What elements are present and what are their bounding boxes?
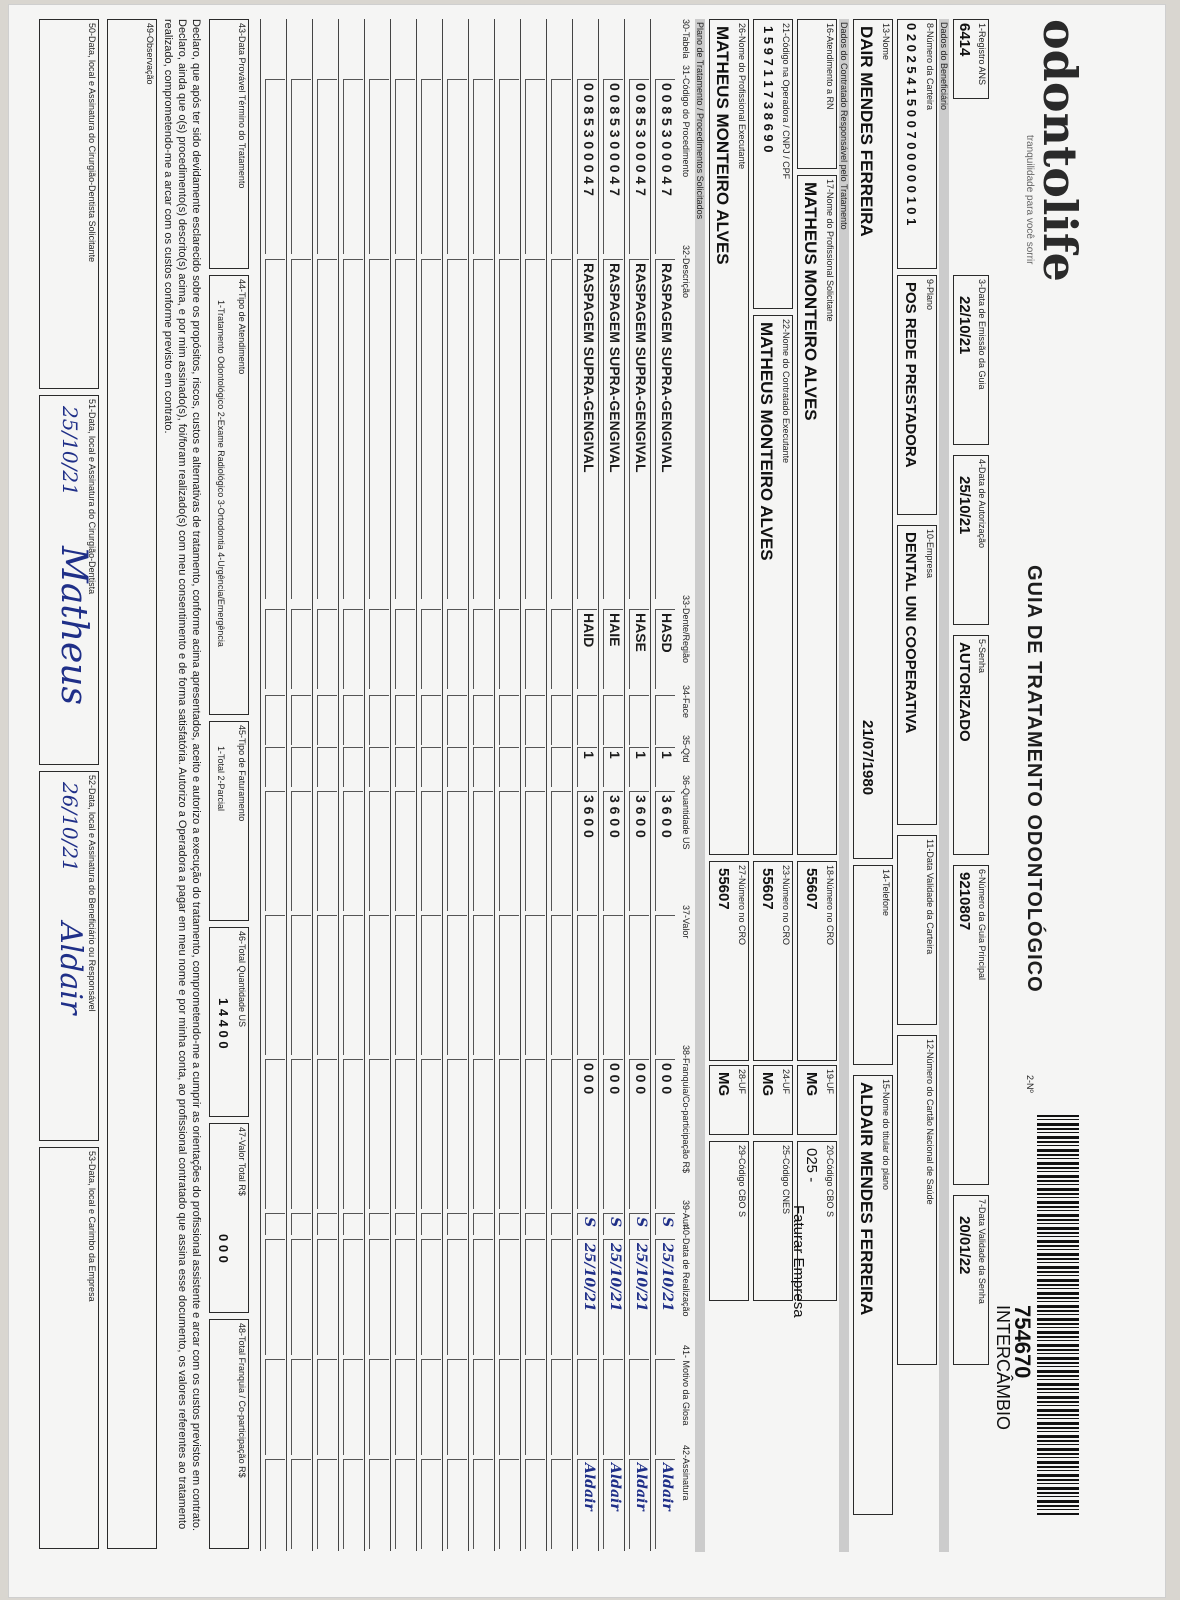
cell-face[interactable] [525,695,545,745]
field-main-guide[interactable]: 6-Número da Guia Principal 9210807 [953,865,989,1185]
cell-copay[interactable] [395,1059,415,1209]
field-auth-date[interactable]: 4-Data de Autorização 25/10/21 [953,455,989,625]
cell-reason[interactable] [525,1359,545,1455]
cell-us[interactable] [421,791,441,911]
cell-copay[interactable] [499,1059,519,1209]
table-row[interactable] [650,19,677,1551]
cell-qty[interactable] [525,747,545,787]
cell-us[interactable] [447,791,467,911]
cell-qty[interactable] [551,747,571,787]
cell-code[interactable] [473,79,493,254]
cell-date[interactable]: 25/10/21 [629,1239,649,1355]
cell-date[interactable]: 25/10/21 [603,1239,623,1355]
cell-sign[interactable] [421,1459,441,1549]
field-total-value[interactable]: 47-Valor Total R$ 0 0 0 [209,1123,249,1313]
cell-date[interactable] [447,1239,467,1355]
field-total-us[interactable]: 46-Total Quantidade US 1 4 4 0 0 [209,927,249,1117]
field-cro-2[interactable]: 23-Número no CRO 55607 [753,861,793,1061]
cell-reason[interactable] [291,1359,311,1455]
cell-reason[interactable] [629,1359,649,1455]
cell-sign[interactable] [291,1459,311,1549]
cell-date[interactable] [421,1239,441,1355]
cell-us[interactable] [499,791,519,911]
cell-code[interactable] [369,79,389,254]
cell-qty[interactable]: 1 [577,747,597,787]
cell-reason[interactable] [395,1359,415,1455]
field-uf-2[interactable]: 24-UF MG [753,1065,793,1135]
cell-tooth[interactable] [317,609,337,689]
cell-us[interactable]: 3 6 0 0 [577,791,597,911]
cell-copay[interactable] [551,1059,571,1209]
cell-copay[interactable] [525,1059,545,1209]
cell-code[interactable] [447,79,467,254]
signature-requesting-dentist[interactable]: 50-Data, local e Assinatura do Cirurgião-Dentista Solicitante [39,19,99,389]
cell-copay[interactable]: 0 0 0 [577,1059,597,1209]
field-cro[interactable]: 18-Número no CRO 55607 [797,861,837,1061]
table-row[interactable] [390,19,417,1551]
field-card-number[interactable]: 8-Número da Carteira 0 2 0 2 5 4 1 5 0 0 7 0 0 0 0 0 1 0 1 [897,19,937,269]
cell-us[interactable] [395,791,415,911]
cell-code[interactable] [291,79,311,254]
signature-beneficiary[interactable]: 52-Data, local e Assinatura do Beneficiário ou Responsável 26/10/21 Aldair [39,771,99,1141]
table-row[interactable] [546,19,573,1551]
cell-qty[interactable] [499,747,519,787]
cell-sign[interactable] [525,1459,545,1549]
cell-reason[interactable] [603,1359,623,1455]
cell-date[interactable] [499,1239,519,1355]
cell-value[interactable] [551,915,571,1055]
cell-copay[interactable] [369,1059,389,1209]
cell-face[interactable] [655,695,675,745]
cell-aut[interactable] [525,1213,545,1235]
cell-code[interactable] [317,79,337,254]
cell-face[interactable] [629,695,649,745]
cell-reason[interactable] [343,1359,363,1455]
cell-tooth[interactable] [343,609,363,689]
cell-date[interactable] [369,1239,389,1355]
cell-us[interactable] [317,791,337,911]
field-operator-code[interactable]: 21-Código na Operadora / CNPJ / CPF 1 5 9 7 1 1 7 3 8 6 9 0 [753,19,793,309]
cell-us[interactable] [369,791,389,911]
cell-value[interactable] [343,915,363,1055]
dentist-signature: Matheus [53,546,94,705]
table-row[interactable] [520,19,547,1551]
cell-qty[interactable] [369,747,389,787]
guide-number-label: 2-Nº [1025,1075,1035,1093]
cell-reason[interactable] [265,1359,285,1455]
cell-tooth[interactable]: HAIE [603,609,623,689]
cell-qty[interactable] [421,747,441,787]
cell-desc[interactable] [291,259,311,599]
field-cro-3[interactable]: 27-Número no CRO 55607 [709,861,749,1061]
beneficiary-section: Dados do Beneficiário [939,19,949,1552]
cell-reason[interactable] [421,1359,441,1455]
cell-date[interactable] [551,1239,571,1355]
cell-code[interactable] [395,79,415,254]
cell-desc[interactable]: RASPAGEM SUPRA-GENGIVAL [577,259,597,599]
beneficiary-signature: Aldair [53,922,88,1015]
cell-qty[interactable] [395,747,415,787]
cell-face[interactable] [473,695,493,745]
cell-tooth[interactable]: HASD [655,609,675,689]
cell-sign[interactable]: Aldair [577,1459,597,1549]
cell-face[interactable] [603,695,623,745]
table-row[interactable] [364,19,391,1551]
cell-desc[interactable] [499,259,519,599]
cell-aut[interactable] [447,1213,467,1235]
cell-aut[interactable] [265,1213,285,1235]
cell-us[interactable] [525,791,545,911]
cell-aut[interactable] [421,1213,441,1235]
cell-copay[interactable]: 0 0 0 [655,1059,675,1209]
procedures-section: Plano de Tratamento / Procedimentos Solicitados [695,19,705,1552]
table-row[interactable] [442,19,469,1551]
cell-face[interactable] [421,695,441,745]
cell-copay[interactable] [421,1059,441,1209]
field-password-validity[interactable]: 7-Data Validade da Senha 20/01/22 [953,1195,989,1365]
cell-value[interactable] [447,915,467,1055]
cell-qty[interactable] [317,747,337,787]
cell-tooth[interactable] [395,609,415,689]
field-ans: 1-Registro ANS 6414 [953,19,989,99]
cell-value[interactable] [317,915,337,1055]
field-billing-type[interactable]: 45-Tipo de Faturamento 1-Total 2-Parcial [209,721,249,921]
cell-reason[interactable] [473,1359,493,1455]
cell-qty[interactable] [473,747,493,787]
field-total-copay[interactable]: 48-Total Franquia / Co-participação R$ [209,1319,249,1549]
cell-value[interactable] [369,915,389,1055]
cell-tooth[interactable] [525,609,545,689]
cell-us[interactable] [473,791,493,911]
table-row[interactable] [468,19,495,1551]
cell-value[interactable] [473,915,493,1055]
table-row[interactable] [338,19,365,1551]
cell-reason[interactable] [499,1359,519,1455]
table-row[interactable] [572,19,599,1551]
cell-desc[interactable]: RASPAGEM SUPRA-GENGIVAL [655,259,675,599]
cell-face[interactable] [265,695,285,745]
cell-code[interactable]: 0 0 8 5 3 0 0 0 4 7 [603,79,623,254]
cell-us[interactable] [343,791,363,911]
table-row[interactable] [494,19,521,1551]
cell-tooth[interactable] [551,609,571,689]
cell-sign[interactable]: Aldair [603,1459,623,1549]
beneficiary-sign-date: 26/10/21 [58,782,82,872]
cell-sign[interactable] [395,1459,415,1549]
cell-qty[interactable] [447,747,467,787]
cell-aut[interactable] [551,1213,571,1235]
cell-qty[interactable]: 1 [629,747,649,787]
cell-aut[interactable]: S [655,1213,675,1235]
cell-desc[interactable]: RASPAGEM SUPRA-GENGIVAL [629,259,649,599]
cell-us[interactable] [551,791,571,911]
field-uf[interactable]: 19-UF MG [797,1065,837,1135]
table-row[interactable] [312,19,339,1551]
cell-copay[interactable] [265,1059,285,1209]
cell-tooth[interactable] [265,609,285,689]
cell-value[interactable] [525,915,545,1055]
cell-reason[interactable] [655,1359,675,1455]
table-row[interactable] [598,19,625,1551]
cell-sign[interactable] [473,1459,493,1549]
cell-tooth[interactable]: HASE [629,609,649,689]
cell-sign[interactable] [499,1459,519,1549]
cell-sign[interactable] [265,1459,285,1549]
cell-tooth[interactable] [291,609,311,689]
cell-date[interactable] [395,1239,415,1355]
cell-copay[interactable]: 0 0 0 [629,1059,649,1209]
cell-face[interactable] [317,695,337,745]
cell-reason[interactable] [577,1359,597,1455]
cell-desc[interactable] [551,259,571,599]
field-company[interactable]: 10-Empresa DENTAL UNI COOPERATIVA [897,525,937,825]
cell-copay[interactable] [291,1059,311,1209]
field-cbo[interactable]: 20-Código CBO S 025 - [797,1141,837,1301]
field-plan[interactable]: 9-Plano POS REDE PRESTADORA [897,275,937,515]
cell-desc[interactable] [473,259,493,599]
guide-type: INTERCÂMBIO [993,1305,1013,1431]
cell-desc[interactable] [447,259,467,599]
cell-qty[interactable] [291,747,311,787]
barcode-image [1037,1115,1079,1515]
brand-logo: odontolife [1033,19,1087,282]
birth-date: 21/07/1980 [859,720,876,796]
cell-code[interactable] [421,79,441,254]
cell-sign[interactable]: Aldair [655,1459,675,1549]
cell-desc[interactable] [525,259,545,599]
field-end-date[interactable]: 43-Data Provável Término do Tratamento [209,19,249,269]
field-password[interactable]: 5-Senha AUTORIZADO [953,635,989,855]
cell-reason[interactable] [369,1359,389,1455]
cell-us[interactable]: 3 6 0 0 [655,791,675,911]
cell-desc[interactable]: RASPAGEM SUPRA-GENGIVAL [603,259,623,599]
field-national-card[interactable]: 12-Número do Cartão Nacional de Saúde [897,1035,937,1365]
cell-aut[interactable] [499,1213,519,1235]
cell-date[interactable] [343,1239,363,1355]
cell-aut[interactable]: S [603,1213,623,1235]
cell-value[interactable] [291,915,311,1055]
cell-desc[interactable] [343,259,363,599]
cell-desc[interactable] [421,259,441,599]
cell-us[interactable]: 3 6 0 0 [603,791,623,911]
table-row[interactable] [260,19,287,1551]
cell-desc[interactable] [265,259,285,599]
rotated-form: odontolife tranquilidade para você sorrir GUIA DE TRATAMENTO ODONTOLÓGICO 2-Nº 754670 INTERCÂMBIO 1-Registro ANS 6414 3-Data de Emissão da Guia 22/10/21 4-Data de Autorização 25/10/21 5-Senha AUTORIZADO 6-Número da Guia Principal 9210807 7-Data Validade da Senha 20/01/22 Dados do Beneficiário 8-Número da Carteira 0 2 0 2 5 4 1 5 0 0 7 0 0 0 0 0 1 0 1 9-Plano POS REDE PRESTADORA 10-Empresa DENTAL UNI COOPERATIVA 11-Data Validade da Carteira 12-Número do Cartão Nacional de Saúde 13-Nome DAIR MENDES FERREIRA 21/07/1980 14-Telefone 15-Nome do titular do plano ALDAIR MENDES FERREIRA Dados do Contratado Responsável pelo Tratamento 16-Atendimento a RN 17-Nome do Profissional Solicitante MATHEUS MONTEIRO ALVES 18-Número no CRO 55607 19-UF MG 20-Código CBO S 025 - Faturar Empresa 21-Código na Operadora / CNPJ / CPF 1 5 9 7 1 1 7 3 8 6 9 0 22-Nome do Contratado Executante MATHEUS MONTEIRO ALVES 23-Número no CRO 55607 24-UF MG 25-Código CNES 26-Nome do Profissional Executante MATHEUS MONTEIRO ALVES 27-Número no CRO 55607 28-UF MG 29-Código CBO S Plano de Tratamento / Procedimentos Solicitados 30-Tabela 31-Código do Procedimento 32-Descrição 33-Dente/Região 34-Face 35-Qtd 36-Quantidade US 37-Valor 38-Franquia/Co-participação R$ 39-Aut 40-Data de Realização 41- Motivo da Glosa 42-Assinatura 0 0 8 5 3 0 0 0 4 7 RASPAGEM SUPRA-GENGIVAL HASD 1 3 6 0 0 0 0 0 S 25/10/21 Aldair 0 0 8 5 3 0 0 0 4 7 RASPAGEM SUPRA-GENGIVAL HASE 1 3 6 0 0 0 0 0 S 25/10/21 Aldair 0 0 8 5 3 0 0 0 4 7 RASPAGEM SUPRA-GENGIVAL HAIE 1 3 6 0 0 0 0 0 S 25/10/21 Aldair 0 0 8 5 3 0 0 0 4 7 RASPAGEM SUPRA-GENGIVAL HAID 1 3 6 0 0 0 0 0 S 25/10/21 Aldair 43-Data Provável Término do Tratamento 44-Tipo de Atendimento 1-Tratamento Odontológico 2-Exame Radiológico 3-Ortodontia 4-Urgência/Emergência 45-Tipo de Faturamento 1-Total 2-Parcial 46-Total Quantidade US 1 4 4 0 0 47-Valor Total R$ 0 0 0 48-Total Franquia / Co-participação R$ Declaro, que após ter sido devidamente esclarecido sobre os propósitos, riscos, custos e alternativas de tratamento, conforme acima apresentados, aceito e autorizo a execução do tratamento, comprometendo-me a cumprir as orientações do profissional assistente e arcar com os custos previstos em contrato. Declaro, ainda que o(s) procedimento(s) descrito(s) acima, e por mim assinado(s), foi/foram realizado(s) com meu consentimento e de forma satisfatória. Autorizo a Operadora a pagar em meu nome e por minha conta, ao profissional contratado que assina esse documento, os valores referentes ao tratamento realizado, comprometendo-me a arcar com os custos conforme previsto em contrato. 49-Observação 50-Data, local e Assinatura do Cirurgião-Dentista Solicitante 51-Data, local e Assinatura do Cirurgião-Dentista 25/10/21 Matheus 52-Data, local e Assinatura do Beneficiário ou Responsável 26/10/21 Aldair 53-Data, local e Carimbo da Empresa [9,5,1089,1565]
guide-number: 754670 [1010,1305,1035,1379]
declaration-text: Declaro, que após ter sido devidamente esclarecido sobre os propósitos, riscos, custos e alternativas de tratamento, conforme acima apresentados, aceito e autorizo a execução do tratamento, comprometendo-me a cumprir as orientações do profissional assistente e arcar com os custos previstos em contrato. Declaro, ainda que o(s) procedimento(s) descrito(s) acima, e por mim assinado(s), foi/foram realizado(s) com meu consentimento e de forma satisfatória. Autorizo a Operadora a pagar em meu nome e por minha conta, ao profissional contratado que assina esse documento, os valores referentes ao tratamento realizado, comprometendo-me a arcar com os custos conforme previsto em contrato. [162,19,202,1532]
cell-aut[interactable] [291,1213,311,1235]
cell-code[interactable]: 0 0 8 5 3 0 0 0 4 7 [629,79,649,254]
company-stamp[interactable]: 53-Data, local e Carimbo da Empresa [39,1147,99,1549]
cell-sign[interactable] [551,1459,571,1549]
field-issue-date[interactable]: 3-Data de Emissão da Guia 22/10/21 [953,275,989,445]
field-holder-name[interactable]: 15-Nome do titular do plano ALDAIR MENDES FERREIRA [853,1075,893,1515]
cell-code[interactable] [499,79,519,254]
cell-sign[interactable] [343,1459,363,1549]
cell-face[interactable] [369,695,389,745]
cell-aut[interactable] [473,1213,493,1235]
cell-value[interactable] [655,915,675,1055]
cell-qty[interactable] [343,747,363,787]
cell-face[interactable] [499,695,519,745]
field-observation[interactable]: 49-Observação [107,19,157,1549]
cell-tooth[interactable] [473,609,493,689]
cell-sign[interactable] [447,1459,467,1549]
cell-date[interactable] [291,1239,311,1355]
cell-copay[interactable] [473,1059,493,1209]
cell-value[interactable] [421,915,441,1055]
field-rn[interactable]: 16-Atendimento a RN [797,19,837,169]
page-title: GUIA DE TRATAMENTO ODONTOLÓGICO [1023,565,1045,993]
cell-code[interactable]: 0 0 8 5 3 0 0 0 4 7 [577,79,597,254]
cell-value[interactable] [499,915,519,1055]
cell-code[interactable] [525,79,545,254]
cell-tooth[interactable] [369,609,389,689]
billing-note: Faturar Empresa [790,1205,807,1318]
cell-desc[interactable] [395,259,415,599]
cell-face[interactable] [395,695,415,745]
cell-code[interactable] [551,79,571,254]
cell-face[interactable] [447,695,467,745]
cell-aut[interactable]: S [577,1213,597,1235]
cell-value[interactable] [629,915,649,1055]
field-name[interactable]: 13-Nome DAIR MENDES FERREIRA 21/07/1980 [853,19,893,859]
cell-copay[interactable] [447,1059,467,1209]
cell-code[interactable] [265,79,285,254]
cell-reason[interactable] [447,1359,467,1455]
cell-value[interactable] [577,915,597,1055]
cell-value[interactable] [395,915,415,1055]
cell-desc[interactable] [369,259,389,599]
table-row[interactable] [286,19,313,1551]
cell-date[interactable] [265,1239,285,1355]
cell-face[interactable] [577,695,597,745]
cell-aut[interactable] [395,1213,415,1235]
cell-tooth[interactable] [421,609,441,689]
cell-copay[interactable] [317,1059,337,1209]
cell-code[interactable] [343,79,363,254]
cell-aut[interactable] [317,1213,337,1235]
cell-value[interactable] [265,915,285,1055]
cell-date[interactable] [525,1239,545,1355]
cell-date[interactable]: 25/10/21 [577,1239,597,1355]
cell-tooth[interactable]: HAID [577,609,597,689]
cell-qty[interactable] [265,747,285,787]
cell-aut[interactable] [369,1213,389,1235]
field-service-type[interactable]: 44-Tipo de Atendimento 1-Tratamento Odontológico 2-Exame Radiológico 3-Ortodontia 4-Urgência/Emergência [209,275,249,715]
cell-sign[interactable] [369,1459,389,1549]
document-page [8,4,1166,1598]
field-card-validity[interactable]: 11-Data Validade da Carteira [897,835,937,1025]
table-row[interactable] [624,19,651,1551]
cell-aut[interactable]: S [629,1213,649,1235]
cell-tooth[interactable] [499,609,519,689]
cell-us[interactable] [291,791,311,911]
cell-aut[interactable] [343,1213,363,1235]
cell-qty[interactable]: 1 [655,747,675,787]
field-executing-contractor[interactable]: 22-Nome do Contratado Executante MATHEUS MONTEIRO ALVES [753,315,793,855]
field-cbo-2[interactable]: 29-Código CBO S [709,1141,749,1301]
cell-sign[interactable] [317,1459,337,1549]
cell-us[interactable]: 3 6 0 0 [629,791,649,911]
field-cnes[interactable]: 25-Código CNES [753,1141,793,1301]
field-phone[interactable]: 14-Telefone [853,865,893,1065]
cell-date[interactable] [473,1239,493,1355]
cell-qty[interactable]: 1 [603,747,623,787]
field-executing-professional[interactable]: 26-Nome do Profissional Executante MATHEUS MONTEIRO ALVES [709,19,749,855]
field-requesting-professional[interactable]: 17-Nome do Profissional Solicitante MATHEUS MONTEIRO ALVES [797,175,837,855]
ans-value: 6414 [956,23,973,57]
cell-date[interactable]: 25/10/21 [655,1239,675,1355]
cell-face[interactable] [551,695,571,745]
cell-copay[interactable]: 0 0 0 [603,1059,623,1209]
dentist-sign-date: 25/10/21 [58,406,82,496]
cell-us[interactable] [265,791,285,911]
cell-face[interactable] [291,695,311,745]
table-row[interactable] [416,19,443,1551]
contracted-section: Dados do Contratado Responsável pelo Tratamento [839,19,849,1552]
brand-tagline: tranquilidade para você sorrir [1024,135,1035,265]
cell-reason[interactable] [551,1359,571,1455]
field-uf-3[interactable]: 28-UF MG [709,1065,749,1135]
cell-reason[interactable] [317,1359,337,1455]
cell-date[interactable] [317,1239,337,1355]
signature-dentist[interactable]: 51-Data, local e Assinatura do Cirurgião-Dentista 25/10/21 Matheus [39,395,99,765]
cell-face[interactable] [343,695,363,745]
cell-value[interactable] [603,915,623,1055]
cell-sign[interactable]: Aldair [629,1459,649,1549]
cell-copay[interactable] [343,1059,363,1209]
cell-desc[interactable] [317,259,337,599]
cell-tooth[interactable] [447,609,467,689]
cell-code[interactable]: 0 0 8 5 3 0 0 0 4 7 [655,79,675,254]
